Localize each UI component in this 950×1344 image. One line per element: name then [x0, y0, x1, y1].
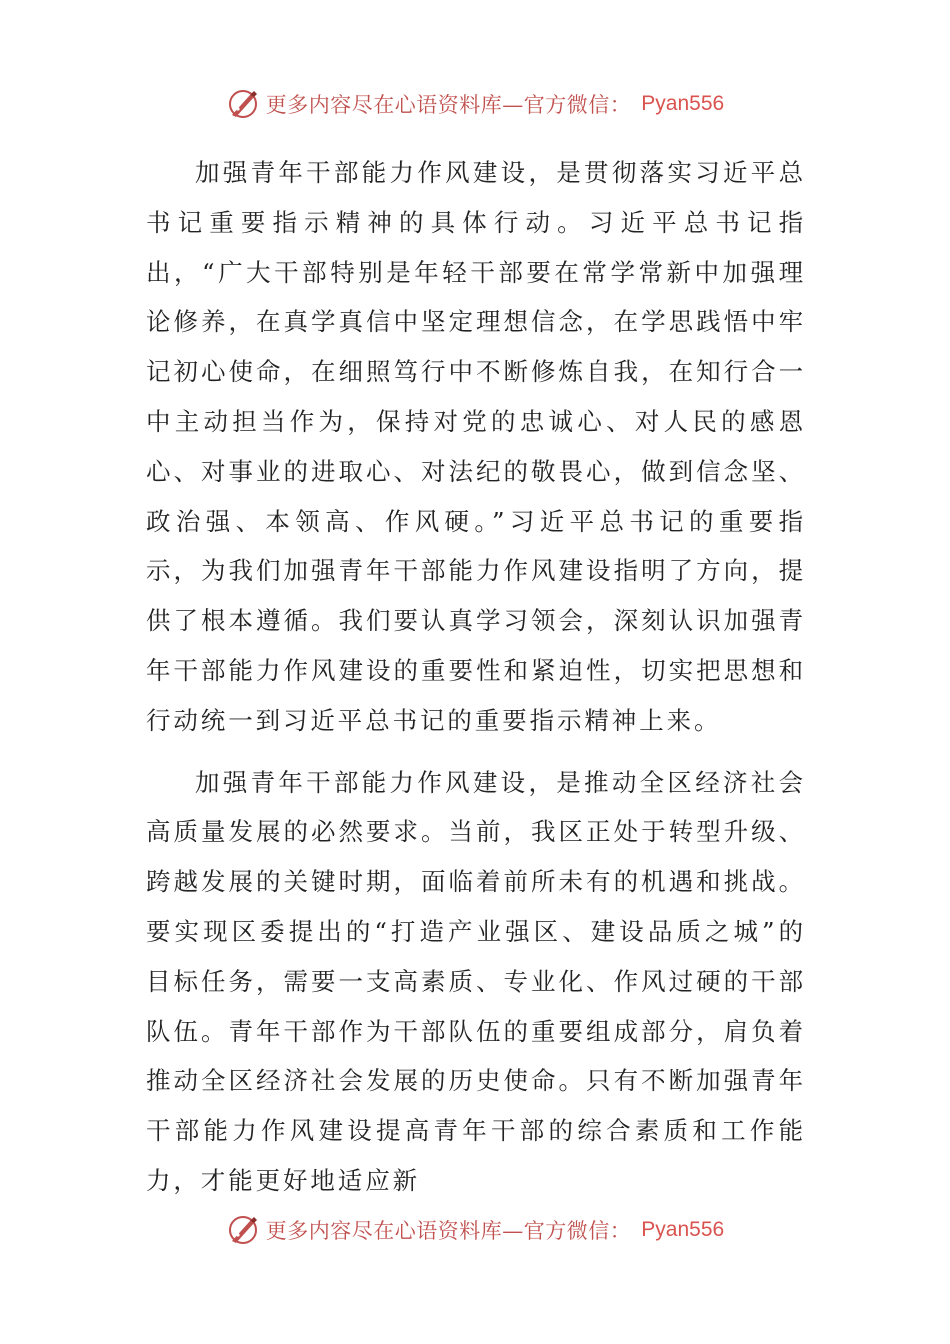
- pen-logo-icon: [226, 1213, 260, 1247]
- footer-banner: [0, 1210, 950, 1250]
- pen-logo-icon: [226, 87, 260, 121]
- paragraph-2: 加强青年干部能力作风建设，是推动全区经济社会高质量发展的必然要求。当前，我区正处于转型升级、跨越发展的关键时期，面临着前所未有的机遇和挑战。要实现区委提出的“打造产业强区、建设品质之城”的目标任务，需要一支高素质、专业化、作风过硬的干部队伍。青年干部作为干部队伍的重要组成部分，肩负着推动全区经济社会发展的历史使命。只有不断加强青年干部能力作风建设提高青年干部的综合素质和工作能力，才能更好地适应新: [146, 767, 806, 1195]
- header-banner: [0, 84, 950, 124]
- footer-wechat-id: Pyan556: [641, 1218, 725, 1241]
- body-content: [146, 148, 806, 1206]
- paragraph-1: 加强青年干部能力作风建设，是贯彻落实习近平总书记重要指示精神的具体行动。习近平总书记指出，“广大干部特别是年轻干部要在常学常新中加强理论修养，在真学真信中坚定理想信念，在学思践悟中牢记初心使命，在细照笃行中不断修炼自我，在知行合一中主动担当作为，保持对党的忠诚心、对人民的感恩心、对事业的进取心、对法纪的敬畏心，做到信念坚、政治强、本领高、作风硬。”习近平总书记的重要指示，为我们加强青年干部能力作风建设指明了方向，提供了根本遵循。我们要认真学习领会，深刻认识加强青年干部能力作风建设的重要性和紧迫性，切实把思想和行动统一到习近平总书记的重要指示精神上来。: [146, 158, 806, 735]
- header-banner-text: 更多内容尽在心语资料库—官方微信：: [265, 93, 632, 117]
- footer-banner-text: 更多内容尽在心语资料库—官方微信：: [265, 1219, 632, 1243]
- header-wechat-id: Pyan556: [641, 92, 725, 115]
